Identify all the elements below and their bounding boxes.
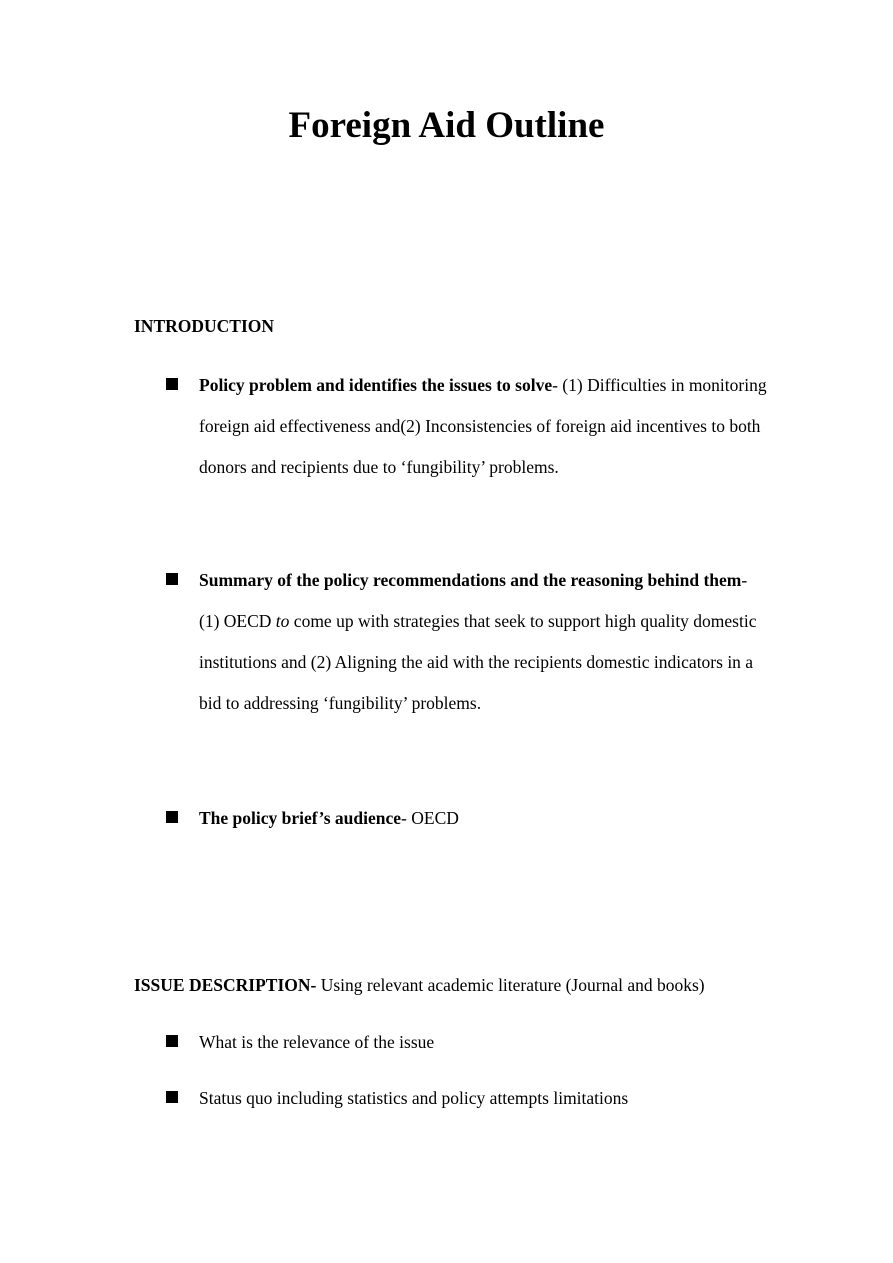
heading-bold: ISSUE DESCRIPTION- xyxy=(134,975,317,995)
item-text xyxy=(199,365,769,488)
bullet-square-icon xyxy=(166,1035,178,1047)
item-continuation: - (1) OECD xyxy=(199,570,748,631)
item-text xyxy=(199,560,769,724)
bullet-square-icon xyxy=(166,811,178,823)
bullet-square-icon xyxy=(166,378,178,390)
item-italic-word: to xyxy=(275,611,290,631)
item-text: What is the relevance of the issue xyxy=(199,1032,435,1052)
list-item-relevance xyxy=(166,1022,893,1063)
item-lead-bold: Summary of the policy recommendations and the reasoning behind them xyxy=(199,570,742,590)
list-item-policy-problem xyxy=(166,365,893,488)
bullet-square-icon xyxy=(166,573,178,585)
heading-rest: Using relevant academic literature (Journal and books) xyxy=(316,975,705,995)
item-continuation: come up with strategies that seek to support high quality domestic institutions and (2) Aligning the aid with the recipients domestic indicators in a bid to addressing ‘fungibility’ problems. xyxy=(199,611,757,713)
item-continuation: - OECD xyxy=(401,808,459,828)
list-item-status-quo xyxy=(166,1078,893,1119)
bullet-square-icon xyxy=(166,1091,178,1103)
item-lead-bold: The policy brief’s audience xyxy=(199,808,402,828)
section-heading-issue-description xyxy=(134,965,893,1006)
item-text: Status quo including statistics and policy attempts limitations xyxy=(199,1088,629,1108)
item-continuation: - (1) Difficulties in monitoring foreign aid effectiveness and(2) Inconsistencies of foreign aid incentives to both donors and recipients due to ‘fungibility’ problems. xyxy=(199,375,767,477)
document-title: Foreign Aid Outline xyxy=(288,105,605,146)
section-heading-introduction: INTRODUCTION xyxy=(134,316,275,336)
list-item-audience xyxy=(166,798,893,839)
list-item-policy-recommendations xyxy=(166,560,893,724)
item-text xyxy=(199,798,769,839)
item-lead-bold: Policy problem and identifies the issues to solve xyxy=(199,375,553,395)
